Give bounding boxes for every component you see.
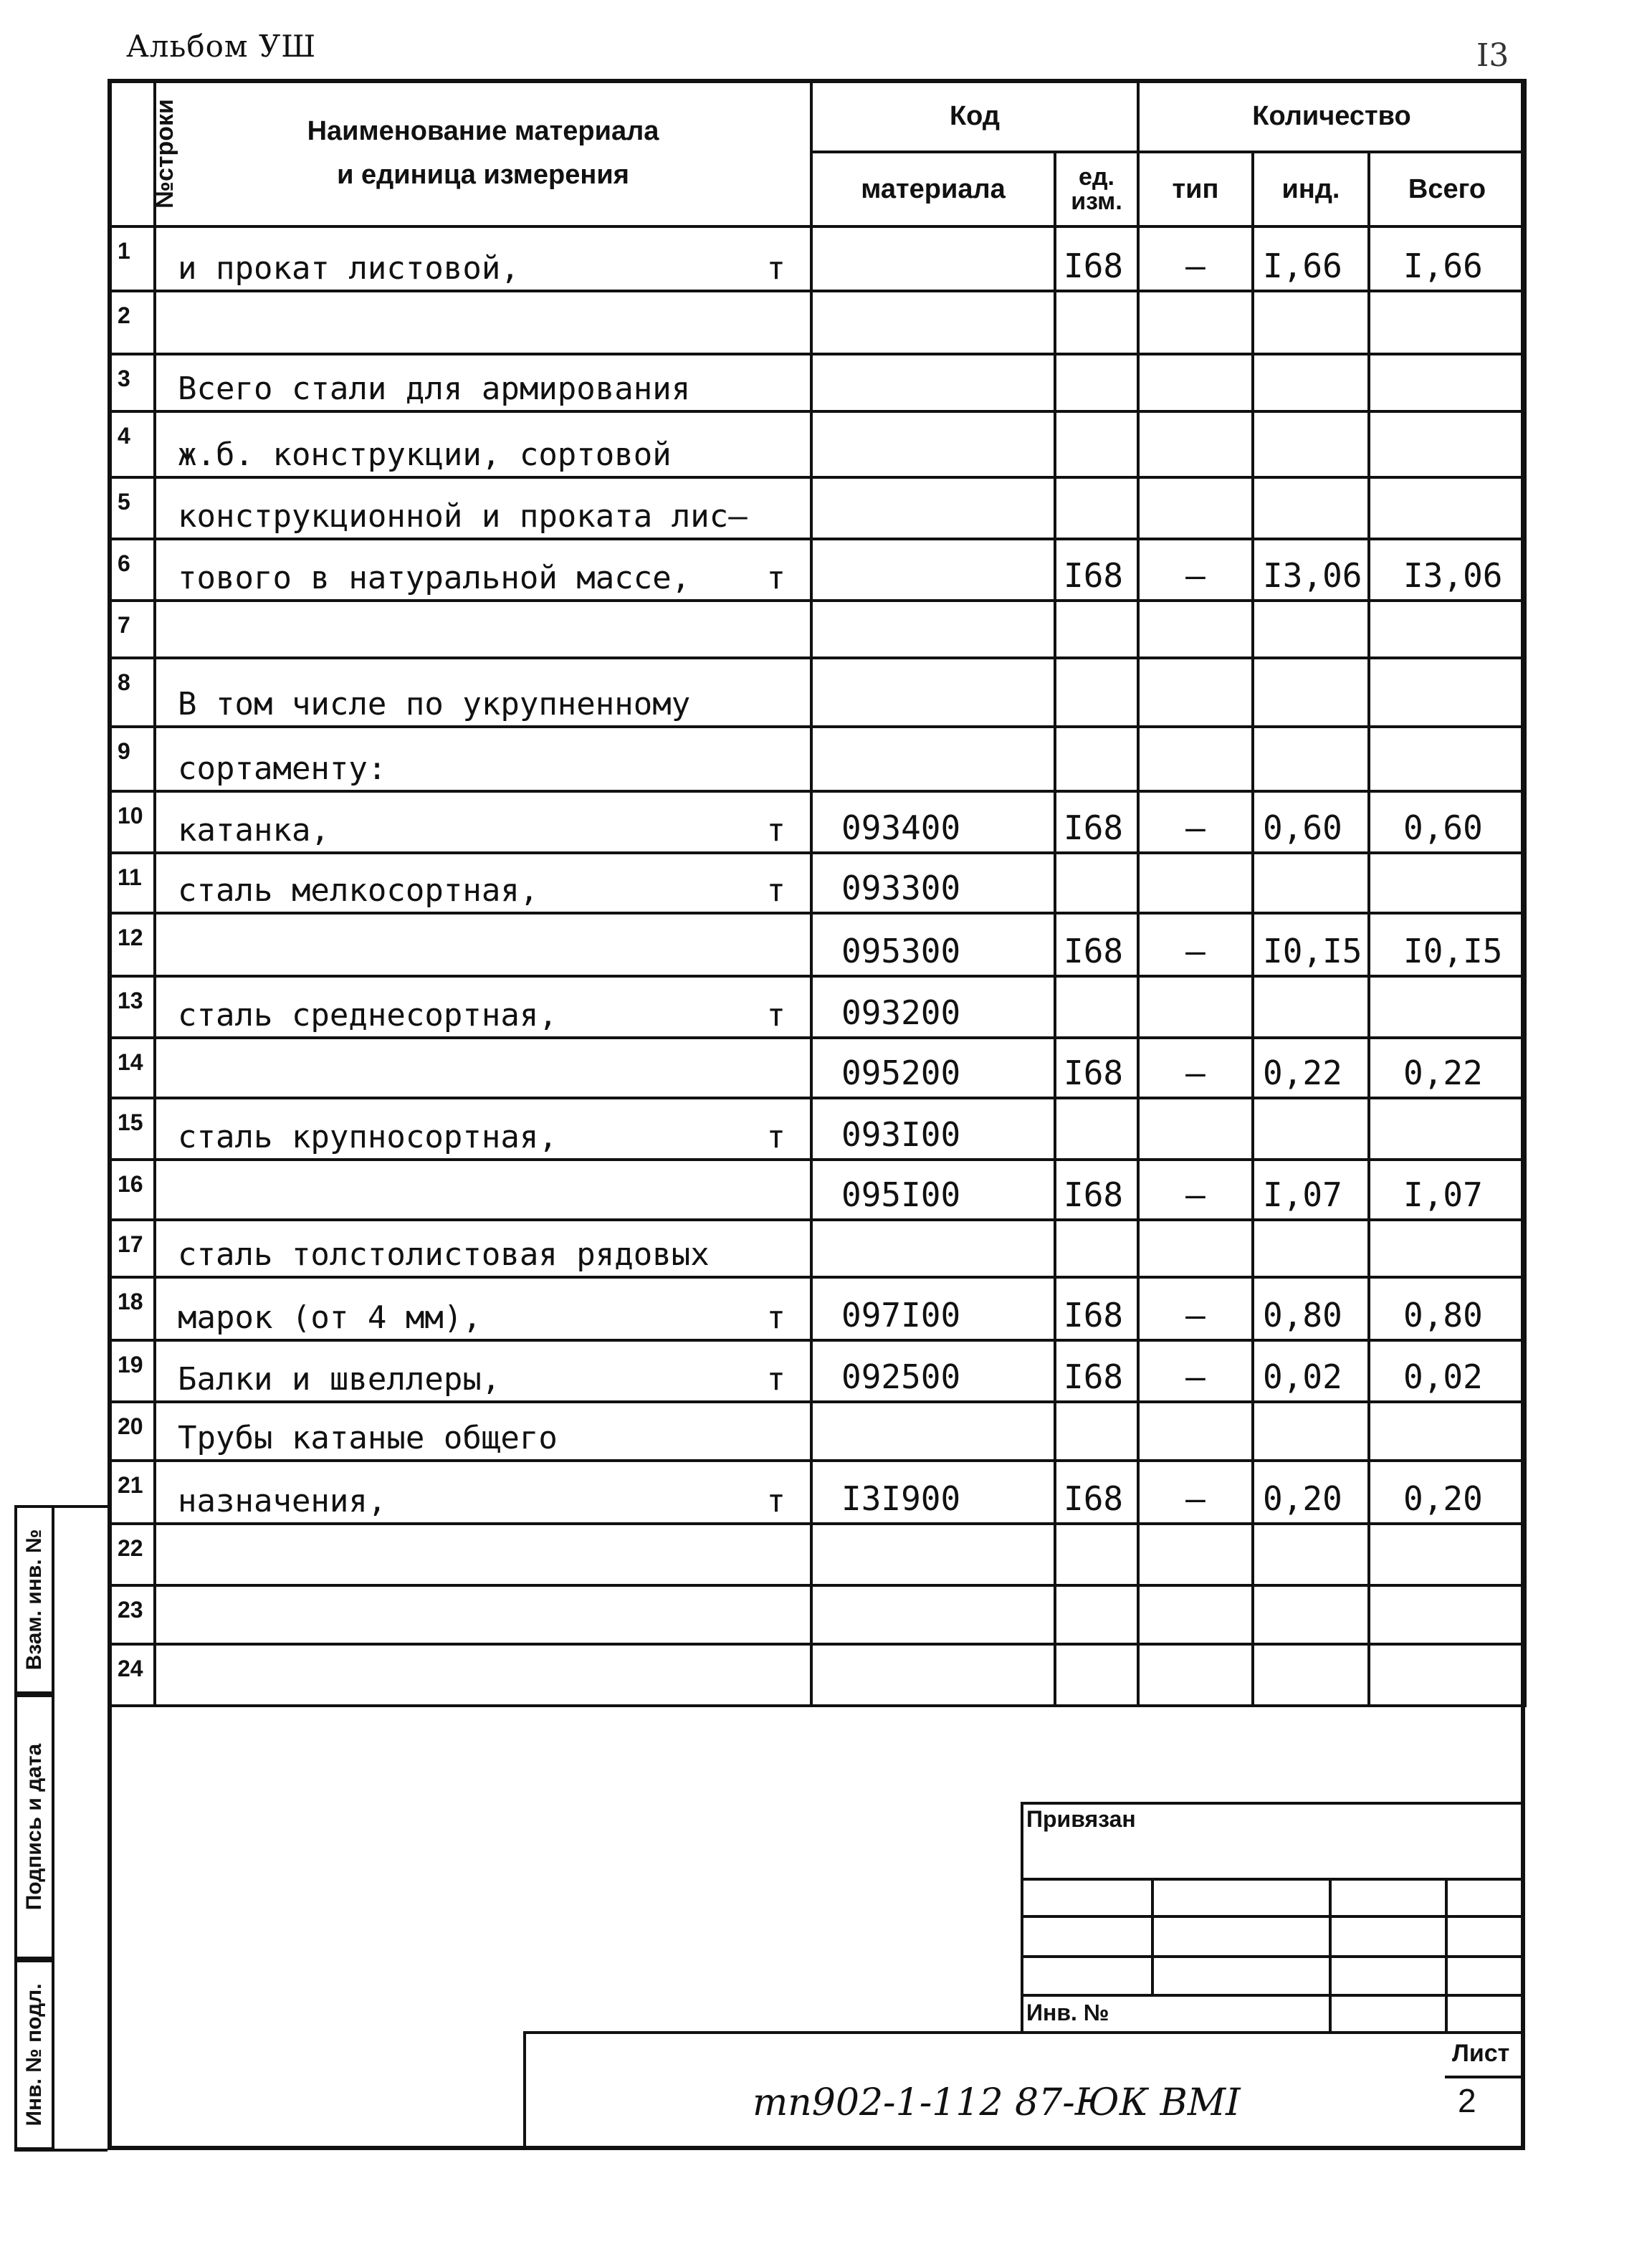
qty-type-header: тип: [1138, 152, 1253, 226]
row-number-cell: 7: [109, 601, 155, 658]
stamp-inv-podl-label: Инв. № подл.: [22, 1983, 46, 2126]
material-code-cell: 093400: [811, 791, 1055, 853]
qty-type-cell: –: [1138, 1277, 1253, 1340]
unit-code-cell: I68: [1055, 1160, 1138, 1220]
qty-ind-cell: 0,80: [1253, 1277, 1369, 1340]
qty-total-cell: 0,60: [1369, 791, 1525, 853]
qty-ind-cell: 0,22: [1253, 1038, 1369, 1098]
unit-code-cell: I68: [1055, 791, 1138, 853]
row-number-cell: 5: [109, 477, 155, 539]
code-group-header: Код: [811, 80, 1138, 152]
unit-label: т: [766, 1483, 786, 1519]
unit-label: т: [766, 560, 786, 596]
material-name-text: назначения,: [178, 1483, 387, 1519]
row-number-cell: 22: [109, 1524, 155, 1585]
qty-ind-cell: 0,20: [1253, 1461, 1369, 1524]
row-number-cell: 16: [109, 1160, 155, 1220]
name-header: Наименование материала и единица измерения: [155, 80, 811, 226]
qty-ind-cell: 0,02: [1253, 1340, 1369, 1402]
qty-type-cell: –: [1138, 1340, 1253, 1402]
row-number-cell: 6: [109, 539, 155, 601]
material-code-cell: 095I00: [811, 1160, 1055, 1220]
material-name-text: ж.б. конструкции, сортовой: [178, 436, 672, 473]
document-code: тп902-1-112 87-ЮК ВМI: [753, 2081, 1241, 2124]
material-name-text: конструкционной и проката лис–: [178, 498, 748, 535]
qty-ind-cell: I0,I5: [1253, 913, 1369, 976]
unit-code-cell: I68: [1055, 1038, 1138, 1098]
code-material-header: материала: [811, 152, 1055, 226]
row-number-cell: 17: [109, 1220, 155, 1277]
unit-label: т: [766, 872, 786, 909]
row-number-cell: 2: [109, 291, 155, 354]
material-name-text: В том числе по укрупненному: [178, 686, 691, 722]
qty-total-cell: I,66: [1369, 226, 1525, 291]
album-title: Альбом УШ: [126, 29, 317, 64]
material-name-text: сталь крупносортная,: [178, 1119, 558, 1155]
material-code-cell: 093I00: [811, 1098, 1055, 1160]
code-unit-header: ед. изм.: [1055, 152, 1138, 226]
qty-ind-cell: I,66: [1253, 226, 1369, 291]
qty-type-cell: –: [1138, 913, 1253, 976]
unit-label: т: [766, 250, 786, 287]
unit-code-cell: I68: [1055, 1340, 1138, 1402]
row-number-cell: 8: [109, 658, 155, 727]
qty-total-cell: 0,02: [1369, 1340, 1525, 1402]
stamp-podpis-data: [14, 1694, 54, 1959]
stamp-vzam-inv: [14, 1505, 54, 1694]
unit-code-cell: I68: [1055, 539, 1138, 601]
inv-no-label: Инв. №: [1026, 2000, 1109, 2025]
unit-code-cell: I68: [1055, 1277, 1138, 1340]
privyazan-label: Привязан: [1026, 1806, 1136, 1832]
material-name-text: сталь толстолистовая рядовых: [178, 1236, 710, 1273]
qty-total-cell: 0,80: [1369, 1277, 1525, 1340]
unit-code-cell: I68: [1055, 1461, 1138, 1524]
material-code-cell: I3I900: [811, 1461, 1055, 1524]
row-number-cell: 20: [109, 1402, 155, 1461]
row-number-cell: 3: [109, 354, 155, 411]
qty-ind-cell: I,07: [1253, 1160, 1369, 1220]
stamp-top-line: [54, 1505, 108, 1508]
unit-label: т: [766, 1299, 786, 1336]
qty-total-cell: 0,20: [1369, 1461, 1525, 1524]
material-name-text: сталь среднесортная,: [178, 997, 558, 1033]
row-number-cell: 15: [109, 1098, 155, 1160]
row-number-cell: 9: [109, 727, 155, 791]
qty-total-header: Всего: [1369, 152, 1525, 226]
material-name-text: Балки и швеллеры,: [178, 1361, 501, 1398]
material-name-text: Всего стали для армирования: [178, 371, 691, 407]
row-number-header-label: №строки: [151, 98, 178, 209]
qty-type-cell: –: [1138, 1038, 1253, 1098]
qty-type-cell: –: [1138, 791, 1253, 853]
quantity-group-header: Количество: [1138, 80, 1525, 152]
material-code-cell: 095200: [811, 1038, 1055, 1098]
qty-type-cell: –: [1138, 226, 1253, 291]
unit-label: т: [766, 1361, 786, 1398]
row-number-cell: 19: [109, 1340, 155, 1402]
qty-type-cell: –: [1138, 1160, 1253, 1220]
qty-type-cell: –: [1138, 1461, 1253, 1524]
material-name-text: марок (от 4 мм),: [178, 1299, 482, 1336]
unit-code-cell: I68: [1055, 226, 1138, 291]
row-number-cell: 24: [109, 1644, 155, 1706]
material-code-cell: 093300: [811, 853, 1055, 913]
material-code-cell: 092500: [811, 1340, 1055, 1402]
row-number-cell: 11: [109, 853, 155, 913]
sheet-number: 2: [1458, 2082, 1476, 2119]
qty-ind-header: инд.: [1253, 152, 1369, 226]
material-name-text: катанка,: [178, 812, 330, 849]
sheet-label: Лист: [1452, 2040, 1510, 2067]
material-name-text: сталь мелкосортная,: [178, 872, 539, 909]
qty-total-cell: 0,22: [1369, 1038, 1525, 1098]
unit-label: т: [766, 1119, 786, 1155]
qty-ind-cell: I3,06: [1253, 539, 1369, 601]
material-name-text: и прокат листовой,: [178, 250, 520, 287]
material-name-text: Трубы катаные общего: [178, 1420, 558, 1456]
qty-total-cell: I3,06: [1369, 539, 1525, 601]
page-number: I3: [1476, 37, 1509, 74]
stamp-inv-podl: [14, 1959, 54, 2150]
qty-type-cell: –: [1138, 539, 1253, 601]
material-code-cell: 093200: [811, 976, 1055, 1038]
row-number-cell: 23: [109, 1585, 155, 1644]
unit-label: т: [766, 812, 786, 849]
row-number-cell: 1: [109, 226, 155, 291]
unit-code-cell: I68: [1055, 913, 1138, 976]
row-number-cell: 21: [109, 1461, 155, 1524]
stamp-bottom-line: [14, 2149, 108, 2152]
material-name-text: сортаменту:: [178, 750, 387, 787]
row-number-cell: 13: [109, 976, 155, 1038]
row-number-cell: 12: [109, 913, 155, 976]
qty-total-cell: I0,I5: [1369, 913, 1525, 976]
page-frame: [108, 79, 1525, 2150]
stamp-vzam-inv-label: Взам. инв. №: [22, 1529, 46, 1671]
material-name-text: тового в натуральной массе,: [178, 560, 691, 596]
unit-label: т: [766, 997, 786, 1033]
row-number-cell: 4: [109, 411, 155, 477]
material-code-cell: 097I00: [811, 1277, 1055, 1340]
row-number-cell: 14: [109, 1038, 155, 1098]
row-number-cell: 18: [109, 1277, 155, 1340]
material-code-cell: 095300: [811, 913, 1055, 976]
qty-ind-cell: 0,60: [1253, 791, 1369, 853]
stamp-podpis-data-label: Подпись и дата: [22, 1743, 46, 1911]
row-number-cell: 10: [109, 791, 155, 853]
qty-total-cell: I,07: [1369, 1160, 1525, 1220]
